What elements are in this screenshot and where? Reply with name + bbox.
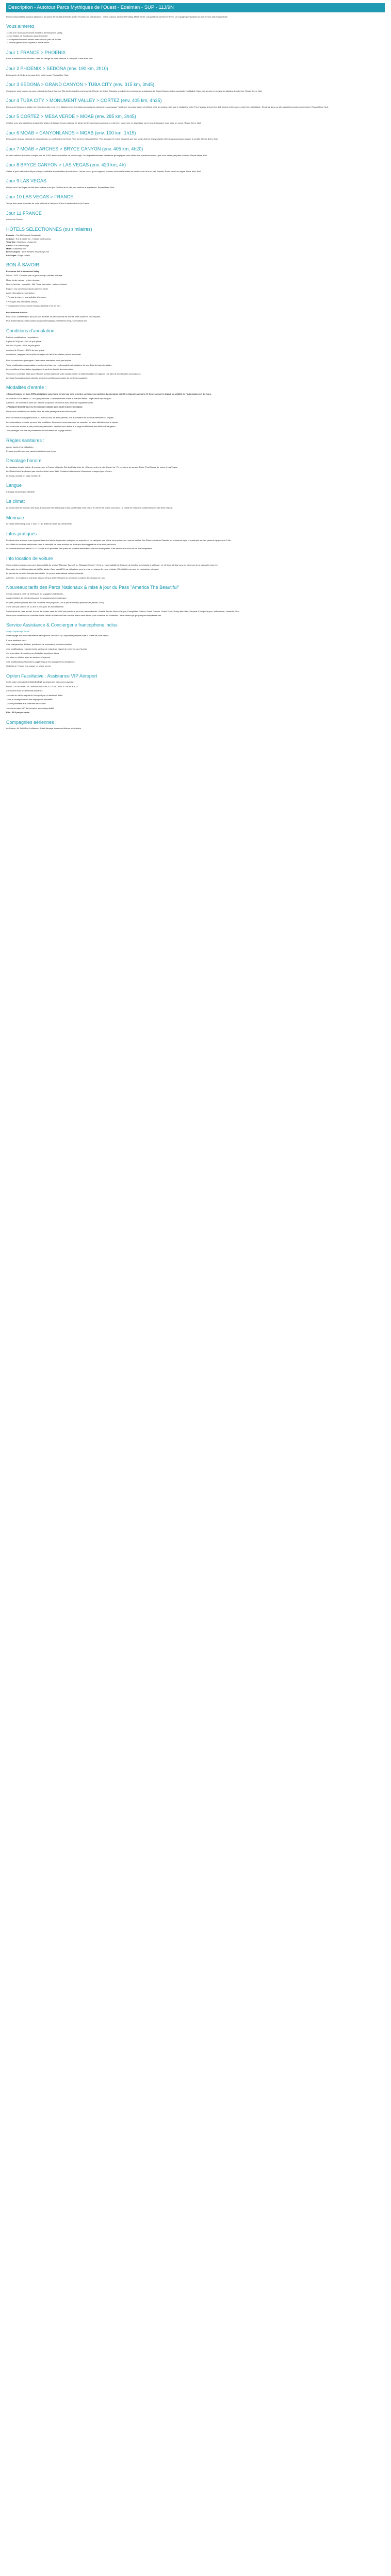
day-heading: Jour 11 FRANCE	[6, 210, 42, 216]
info-text: Pour 2026, la réservation pour pouvoir accéder au parc national de Arches n'est à présent plus requise.	[6, 315, 101, 318]
hotel-city: Bryce Canyon :	[6, 250, 22, 253]
info-text: Le coût de l'ESTA est de 21 USD par personne. La demande est à faire sur le site officiel : https://esta.cbp.dhs.gov/	[6, 397, 111, 400]
list-item: - L'histoire gravée dans la pierre à Mesa Verde	[6, 41, 49, 44]
info-text: Étapes : les conditions d'accès peuvent varier.	[6, 287, 48, 290]
hotel-name: Aarchway Inn	[13, 247, 26, 250]
climate-heading: Le climat	[6, 499, 25, 504]
info-text: Attention : de nombreux sites non officiels proposent ce service avec des frais supplémentaires.	[6, 401, 94, 404]
language-heading: Langue	[6, 483, 22, 488]
info-text: Cette option est valable UNIQUEMENT au départ des aéroports suivants :	[6, 681, 74, 684]
info-text: - Passeport biométrique ou électronique valable pour toute la durée du séjour.	[6, 405, 83, 409]
info-text: Les visas sont soumis à une procédure particulière. Veuillez vous référer à la page du Ministère des Affaires Étrangères.	[6, 425, 116, 428]
list-item	[6, 247, 385, 250]
hotel-name: The Andante Inn - Holiday Inn Express	[15, 237, 51, 240]
hotel-city: Cortez :	[6, 244, 14, 247]
info-text: Sans l'achat du pass annuel, le cout de l'entrée sera de 100 $ par personne pour les parcs suivants : Acadia, Arches, Bryce Canyon, Everglades, Glacier, Grand Canyon, Grand Teton, Rocky Mountain, Sequoia & Kings Canyon, Yellowstone, Yosemite, Zion.	[6, 609, 240, 613]
info-text: Le climat varie en fonction des états. En Arizona l'été est chaud et sec, au Nevada il fait chaud en été et les hivers sont doux. Le climat de l'Utah est continental avec des étés chauds.	[6, 506, 173, 510]
hotel-name: Virgin Hotels	[18, 253, 30, 257]
page	[0, 0, 391, 737]
info-link[interactable]: Nous vous conseillons de consulter le site officiel du National Park Service avant votre départ pour connaître les modalités : https://www.nps.gov/planyourvisit/passes.htm	[6, 614, 161, 617]
day-text: Temps libre avant la remise de votre véhicule à l'aéroport. Envol à destination de la France.	[6, 202, 90, 205]
hotels-heading: HÔTELS SÉLECTIONNÉS (ou similaires)	[6, 226, 92, 232]
list-item	[6, 250, 385, 253]
info-text: Les hôtels et services mentionnés dans le descriptif de votre autotour ne sont que des suggestions et ne sont pas inclus.	[6, 543, 117, 546]
info-text: Pour le confort des passagers, l'assurance annulation n'est pas incluse.	[6, 359, 72, 362]
info-text: Le permis de conduire français est valable. Un permis international est recommandé.	[6, 572, 84, 575]
info-text: Les conditions d'annulation s'appliquent à partir de la date de réservation.	[6, 368, 74, 371]
info-text: • la mise en relation avec les services d'urgence	[6, 656, 51, 659]
info-text: PARIS / LYON / NANTES / MARSEILLE / NICE / TOULOUSE ET BORDEAUX	[6, 685, 78, 688]
day-text: Célèbre pour ses habitations troglodytes à flanc de falaise, le parc national de Mesa Verde vous impressionnera. Le site d'un "Apprenez en davantage sur le peuple Anasazi. Vous ferez un survol. Repas libres. Nuit.	[6, 122, 202, 125]
info-text: • les modifications d'itinéraires suggérées par les changements climatiques	[6, 660, 75, 663]
info-text: Le fuseau horaire en Utah est GMT-6.	[6, 474, 41, 477]
info-text: Tout passager doit être en possession de documents de voyage valides.	[6, 429, 72, 432]
info-text: Les informations d'entrée peuvent être modifiées. Nous vous recommandons de consulter les sites officiels avant le départ.	[6, 420, 119, 423]
formalities-heading: Modalités d'entrée :	[6, 385, 47, 391]
list-item: - Les impressionnantes arches naturelles du parc de Arches	[6, 38, 61, 41]
intro-text: Des incontournables aux plus atypiques, les parcs de l'Ouest américain sont à l'honneur de cet autotour : Grand Canyon, Monument Valley, Mesa Verde, Canyonlands, Arches et Bryce. Un voyage spectaculaire au cœur d'une nature grandiose.	[6, 15, 228, 18]
money-heading: Monnaie	[6, 515, 24, 520]
info-text: • les changements d'hôtels, problèmes de réservation, en toutes familles	[6, 643, 73, 646]
health-heading: Règles sanitaires :	[6, 437, 45, 443]
info-text: Pensez à vérifier que vos vaccins habituels sont à jour.	[6, 449, 57, 452]
day-heading: Jour 10 LAS VEGAS > FRANCE	[6, 194, 74, 200]
info-text: * Changement d'heure entre l'Arizona et l'Utah (+1h en été)	[6, 304, 60, 308]
info-text: * Prévoyez des vêtements chauds.	[6, 300, 38, 303]
info-text: Parc National Arches :	[6, 311, 28, 314]
list-item	[6, 234, 385, 236]
info-text: Frais de modifications / annulation :	[6, 335, 39, 338]
info-text: Le pass (annuel) délivré aux non-résidents sera proposé à 250 $ par véhicule (à partir du 1er janvier 2026).	[6, 601, 104, 604]
day-heading: Jour 3 SEDONA > GRAND CANYON > TUBA CITY (env. 315 km, 3h45)	[6, 82, 155, 87]
info-text: Pour les mineurs voyageant seuls ou avec un seul de leurs parents, une autorisation de sortie du territoire est requise.	[6, 416, 115, 419]
info-text: Aucun vaccin n'est obligatoire.	[6, 445, 34, 448]
day-text: Consacrez votre journée au parc national du Grand Canyon. Elle tient lui-seul la promesse de l'Ouest : la rivière Colorado a sculpté des profondeurs grandioses. Le Grand Canyon est un spectacle inoubliable. Dans des gorges immenses les falaises de colorées. Repas libres. Nuit.	[6, 89, 263, 92]
info-link[interactable]: Plus d'informations : https://www.nps.gov/arch/planyourvisit/timed-entry-reservations.htm	[6, 319, 87, 323]
info-text: Le décalage horaire est de -8 heures entre la France et la côte Est des États-Unis, de -9 heures entre la côte Ouest, de -7h. Le même temps que Paris. C'est l'heure de moins à Las Vegas.	[6, 466, 178, 469]
assistance-subtitle: Abaqo Dépannage Inclus	[6, 630, 29, 633]
info-text: Votre voyage inclut une assistance francophone 24h/24 et 7j/7 disponible pendant toute la durée de votre séjour :	[6, 634, 110, 637]
info-text: Mesa Verde incluse : entrée du parc.	[6, 278, 40, 281]
info-text: Durée : 1h30. Conduite par un guide navajo, entrées incluses.	[6, 274, 63, 277]
airport-option-heading: Option Facultative : Assistance VIP Aéroport	[6, 673, 97, 679]
list-item	[6, 244, 385, 247]
airlines-heading: Compagnies aériennes	[6, 719, 54, 725]
info-text: Vous avez un certain délai pour effectuer la réservation de votre autotour selon la réglementation en vigueur. Les frais de modification sont calculés.	[6, 372, 141, 375]
car-rental-heading: Info location de voiture	[6, 555, 53, 561]
info-text: Air France, Air Tahiti Nui, Lufthansa, British Airways, American Airlines ou similaire.	[6, 727, 82, 730]
info-text: • la réservation de services ou d'activités supplémentaires	[6, 652, 59, 655]
info-text: Ce qui change à partir de 2026 pour les voyageurs individuels :	[6, 592, 64, 595]
hotel-city: Las Vegas :	[6, 253, 18, 257]
info-text: Chez certains loueurs, vous avez la possibilité de choisir "Manager Special" ou "Manager Choice". C'est la responsabilité de l'agence de location qui choisira le véhicule. Le véhicule attribué sera au minimum de la catégorie réservée.	[6, 563, 219, 566]
day-text: Arrivée en France.	[6, 218, 23, 221]
day-text: Le parc national de Arches compte plus de 2 000 arches naturelles de roche rouge. Ces impressionnantes formations géologiques vous offriront un spectacle unique, que vous n'êtes pas prêts d'oublier. Repas libres. Nuit.	[6, 154, 207, 157]
info-text: Toute modification ou annulation entraîne des frais non remboursables et variables. Ils sont fixés de façon forfaitaire.	[6, 363, 112, 366]
info-text: • Augmentation du prix du pass pour les voyageurs internationaux.	[6, 597, 67, 600]
info-text: À moins de 15 jours : 100% du prix global	[6, 348, 44, 351]
info-text: Attention : le conducteur doit avoir plus de 25 ans et être titulaire du permis de conduire depuis plus de 1 an.	[6, 576, 105, 579]
day-heading: Jour 8 BRYCE CANYON > LAS VEGAS (env. 420 km, 4h)	[6, 162, 126, 167]
conditions-heading: Conditions d'annulation	[6, 328, 55, 333]
day-heading: Jour 4 TUBA CITY > MONUMENT VALLEY > CORTEZ (env. 405 km, 4h35)	[6, 98, 162, 104]
info-text: Assistance, bagages, interruption de séjour et frais d'annulation prévus au contrat.	[6, 353, 82, 356]
list-item	[6, 254, 385, 257]
day-text: Découverte de Sedona, le pays de la roche rouge. Repas libre. Nuit.	[6, 73, 69, 76]
info-text: Il vous assistera pour :	[6, 638, 27, 641]
hotel-city: Phoenix :	[6, 234, 16, 237]
hotel-name: Far View Lodge	[14, 244, 29, 247]
time-difference-heading: Décalage horaire	[6, 458, 42, 464]
info-text: Les frais d'annulation sont calculés selon les conditions générales de vente du voyagiste.	[6, 377, 88, 380]
info-text: - Accès au salon VIP de l'aéroport selon disponibilité	[6, 706, 54, 709]
hotel-city: Sedona :	[6, 237, 15, 240]
day-text: Découverte du parc national de Canyonlands, ou confluent de la Green River et de la Colorado River. Plus sauvage et moins fréquenté que son voisin Arches, Canyonlands offre des panoramas à couper le souffle. Repas libres. Nuit.	[6, 138, 218, 141]
day-text: Visitez le parc national de Bryce Canyon, véritable amphithéâtre de sculptures. Lueurs roses, grès rouges et l'érosion ont modelé toutes les couleurs de l'arc-en-ciel. Ensuite, Route vers Las Vegas. Dîner libre. Nuit.	[6, 170, 201, 173]
highlights-list	[6, 31, 385, 44]
day-heading: Jour 7 MOAB > ARCHES > BRYCE CANYON (env. 405 km, 4h20)	[6, 146, 143, 151]
info-text: - Accueil au hall de départ de l'aéroport par un assistant dédié	[6, 693, 63, 697]
info-text: Excursion 4x4 à Monument Valley	[6, 270, 40, 273]
info-text: De 30 à 15 jours : 50% du prix global	[6, 344, 40, 347]
info-text: - Aide à l'enregistrement des bagages et formalités	[6, 698, 53, 701]
info-text: Autre informations importantes :	[6, 291, 36, 294]
info-text: Prix : 99 € par personne	[6, 711, 30, 714]
list-item	[6, 241, 385, 243]
list-item: - Les 2 étapes de 2 nuits pour plus de confort	[6, 35, 48, 38]
info-text: Les États-Unis n'appliquent pas tous le même heure d'été. Certains états comme l'Arizona ne changent pas d'heure.	[6, 470, 112, 473]
info-text: À plus de 30 jours : 25% du prix global	[6, 340, 42, 343]
hotel-name: Best Western Plus Ruby's Inn	[22, 250, 50, 253]
good-to-know-heading: BON À SAVOIR	[6, 262, 39, 268]
info-text: Le dollar américain (USD). 1 euro = 1,17 dollar (en date du 23/04/2026).	[6, 522, 72, 526]
hotel-city: Moab :	[6, 247, 13, 250]
day-text: Découvrez Monument Valley, terre immémoriale et de rêve. Attachements formations géologiques. Admirez ces paysages "westerns" incontournables et célèbre cette à mondes entier par le réalisateur John Ford. Montez à bord d'un 4x4 (inclus) et découvrez cette terre scintillante. Repartez dans ce site naturel (excursion non incluse). Repas libres. Nuit.	[6, 105, 329, 108]
list-item: - Le tour en 4x4 dans le désert ancestral de Monument Valley	[6, 31, 62, 35]
day-heading: Jour 6 MOAB > CANYONLANDS > MOAB (env. 100 km, 1h15)	[6, 130, 136, 135]
info-text: - Ressortissants en ligne ESTA obligatoire pour toute arrivée par voie terrestre, aérienne ou maritime. La demande doit être déposée au moins 72 heures avant le départ. La validité de l'autorisation est de 2 ans.	[6, 393, 211, 396]
highlights-heading: Vous aimerez	[6, 24, 35, 29]
info-text: Une carte de crédit internationale (VISA, Master Card ou AMEX) est obligatoire pour la prise en charge de votre véhicule. Elle doit être au nom du conducteur principal.	[6, 567, 159, 570]
day-heading: Jour 9 LAS VEGAS	[6, 178, 47, 184]
practical-heading: Infos pratiques	[6, 531, 37, 536]
info-text: Heure d'arrivée : conseillé : 16h. Toute excursion : matinée incluse.	[6, 283, 68, 286]
day-heading: Jour 5 CORTEZ > MESA VERDE > MOAB (env. 285 km, 3h45)	[6, 114, 136, 120]
day-text: Départ vers Las Vegas, la ville des lumières et du jeu. Profitez de la ville, des casinos et spectacles. Repas libres. Nuit.	[6, 185, 115, 189]
info-text: Sollicitez-le ! Il vous fera passer un séjour serein.	[6, 665, 51, 668]
hotel-city: Tuba City :	[6, 241, 17, 244]
day-heading: Jour 1 FRANCE > PHOENIX	[6, 49, 66, 55]
assistance-heading: Service Assistance & Conciergerie francophone inclus	[6, 622, 118, 628]
hotels-list	[6, 234, 385, 257]
list-item	[6, 238, 385, 240]
hotel-name: Moenkopi Legacy Inn	[17, 241, 37, 244]
hotel-name: The McCormick Scottsdale	[16, 234, 41, 237]
day-text: Envol à destination de Phoenix. Prise en charge de votre véhicule à l'aéroport. Dîner libre. Nuit.	[6, 57, 93, 60]
info-text: • Une taxe par visiteur de 11 ans et plus pour les non-résidents.	[6, 605, 64, 608]
info-text: * Pensez à réserver vos activités à l'avance.	[6, 296, 47, 299]
info-text: L'anglais est la langue officielle.	[6, 490, 36, 494]
info-text: Ce service inclut les éléments suivants :	[6, 689, 43, 692]
info-text: - Accès prioritaire aux contrôles de sécurité	[6, 702, 46, 705]
park-fees-heading: Nouveaux tarifs des Parcs Nationaux & mise à jour du Pass "America The Beautiful"	[6, 585, 180, 590]
day-heading: Jour 2 PHOENIX > SEDONA (env. 190 km, 2h10)	[6, 65, 108, 71]
info-text: • les modifications, réajustements, gestion de retards au départ de votre vol ou à l'arrivée	[6, 647, 88, 650]
page-title: Description - Autotour Parcs Mythiques de l'Ouest - Edelman - SUP - 11J/9N	[6, 3, 385, 12]
info-text: Le courant électrique est de 110-115 volts et 60 périodes. Les prises de courant américaines ont des fiches plates, il est nécessaire de se munir d'un adaptateur.	[6, 547, 153, 550]
info-text: Nous vous conseillons de vérifier l'état de votre passeport avant votre départ.	[6, 410, 77, 413]
info-text: Pendant votre autotour, vous logerez dans des hôtels de première catégorie ou supérieure. La catégorie des hôtels est exprimée en normes locales. Aux États-Unis et au Canada, les chambres triple et quadruple sont en général équipées de 2 lits.	[6, 538, 232, 541]
